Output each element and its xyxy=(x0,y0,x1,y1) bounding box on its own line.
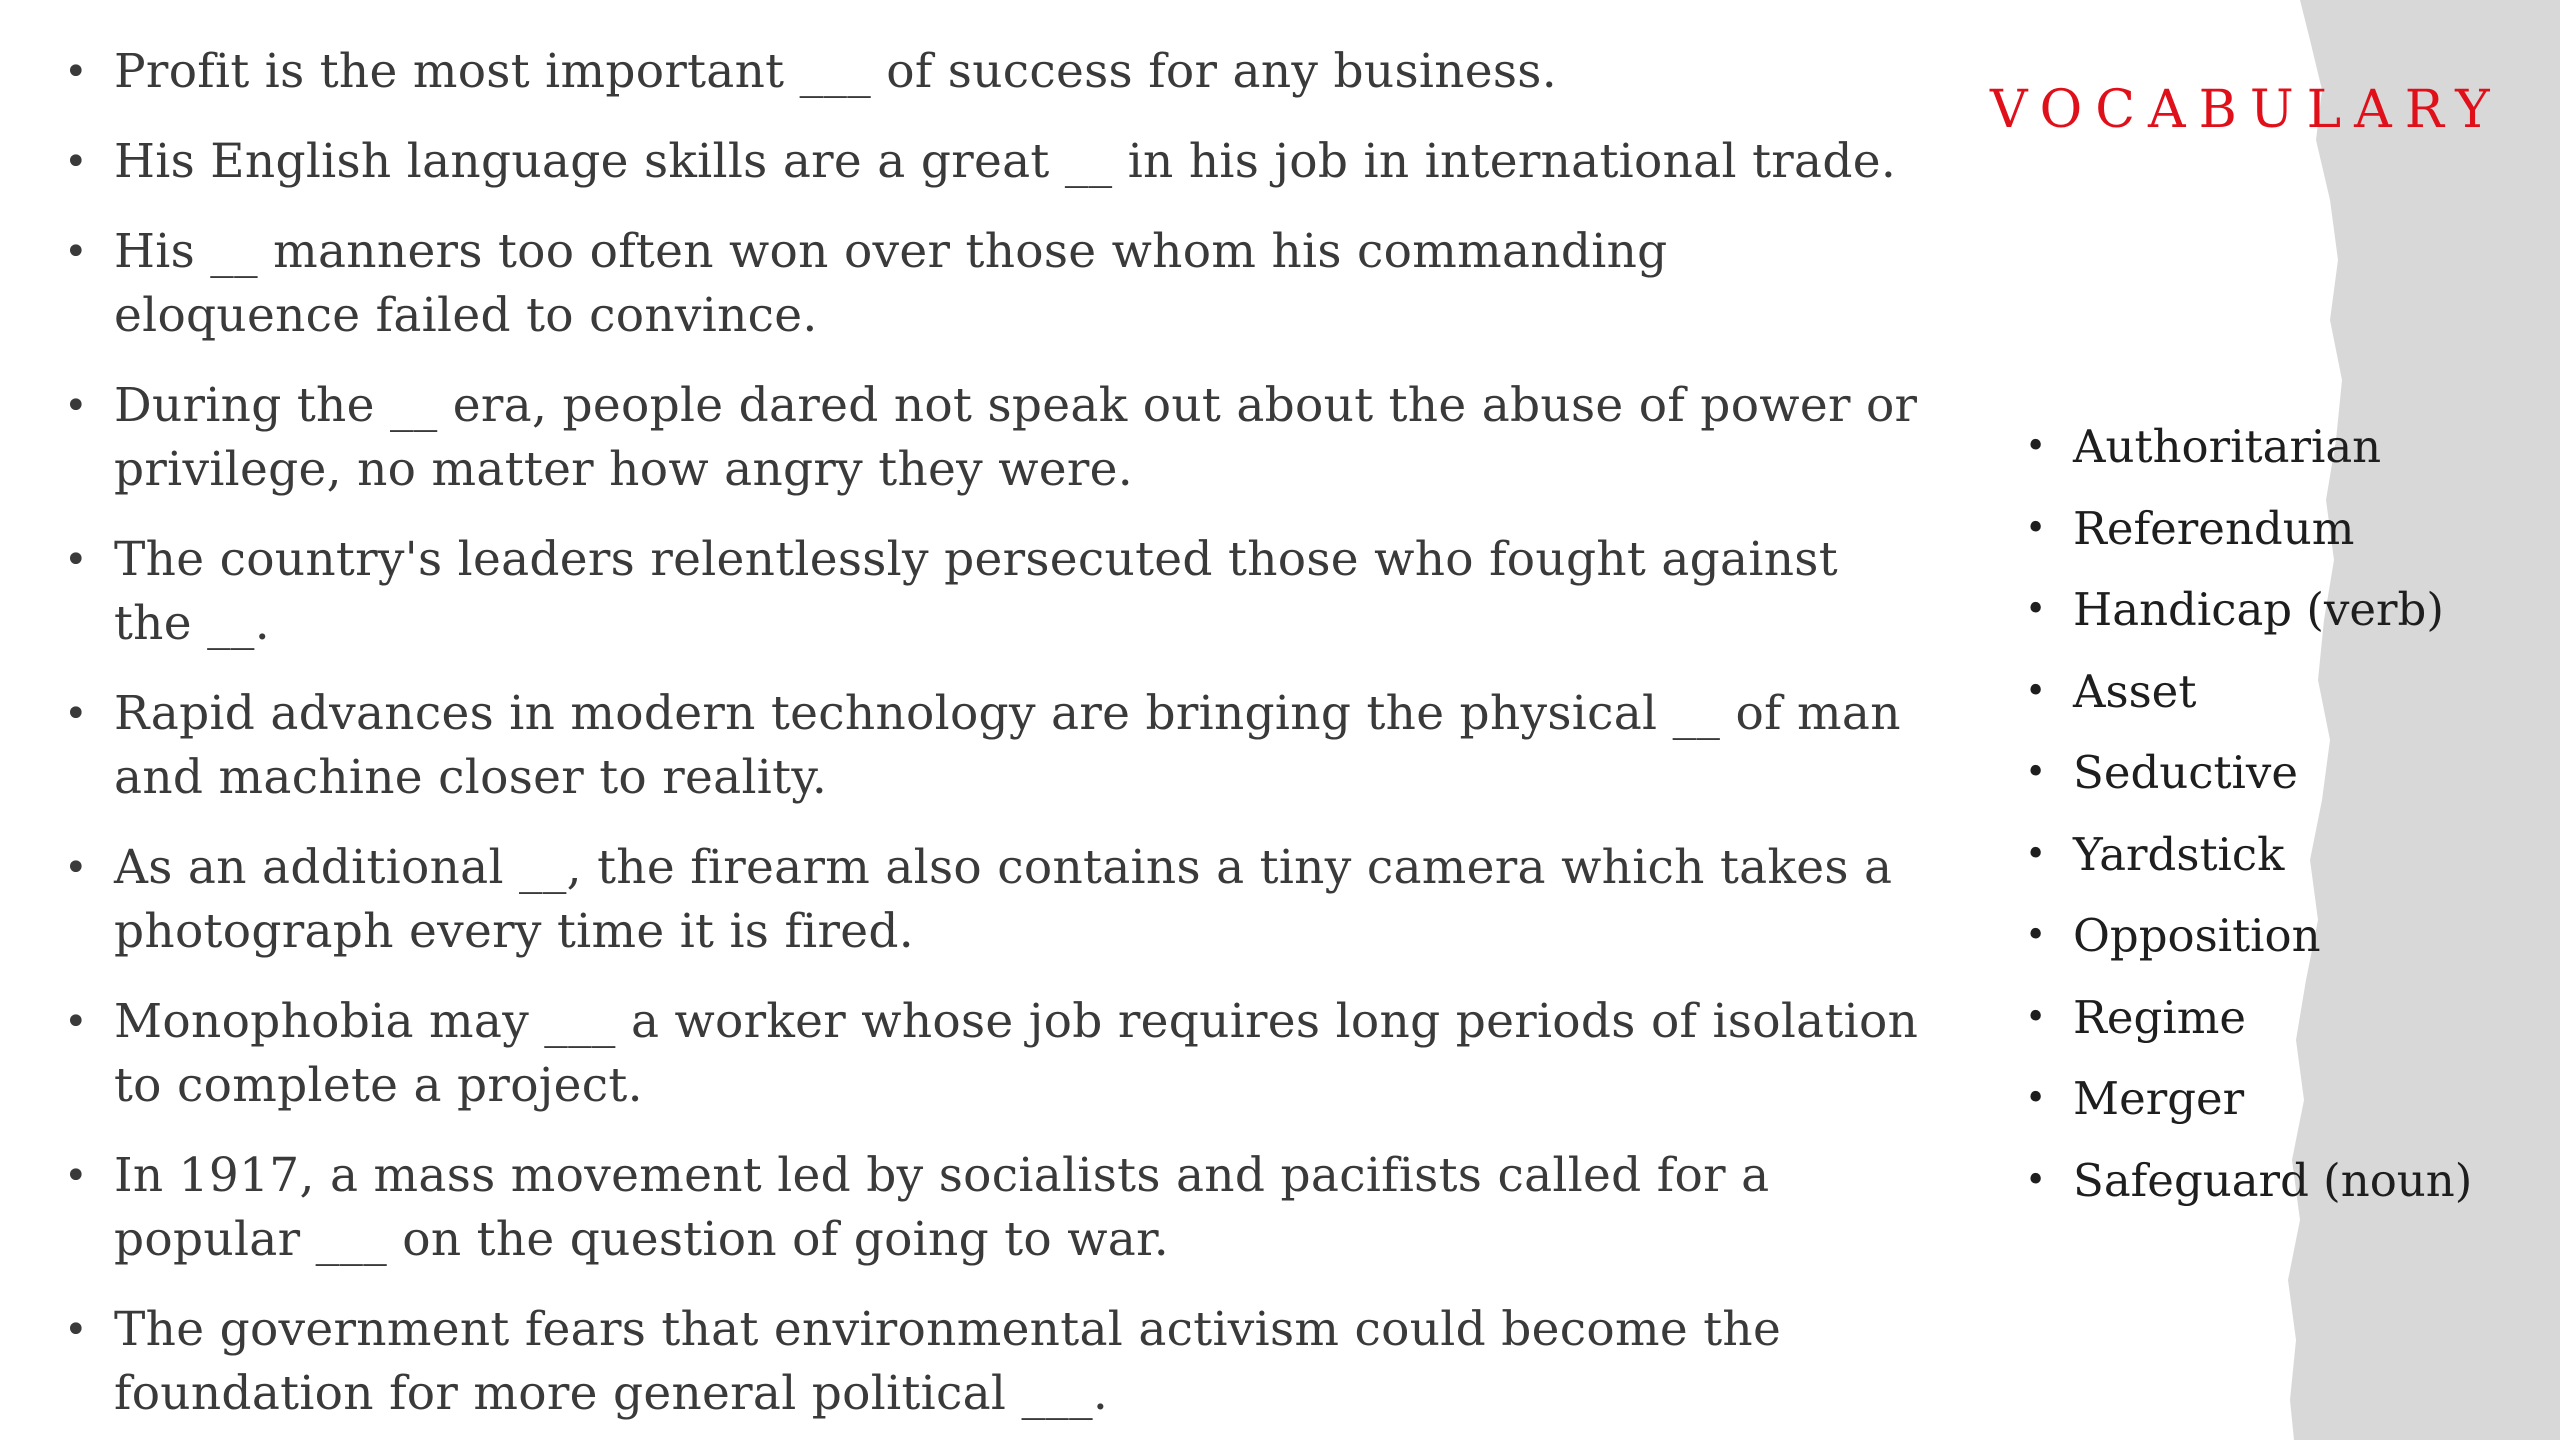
sentence-text: The country's leaders relentlessly persecuted those who fought against the __. xyxy=(114,532,1838,651)
bullet-marker: • xyxy=(64,229,88,275)
sentence-item xyxy=(58,220,1928,348)
vocabulary-word: Seductive xyxy=(2073,746,2298,799)
sentence-text: His __ manners too often won over those whom his commanding eloquence failed to convince. xyxy=(114,224,1668,343)
vocabulary-list xyxy=(2015,418,2472,1233)
vocabulary-item xyxy=(2015,826,2472,884)
sentence-item xyxy=(58,528,1928,656)
vocabulary-item xyxy=(2015,744,2472,802)
sentence-text: In 1917, a mass movement led by socialists and pacifists called for a popular ___ on the question of going to war. xyxy=(114,1148,1770,1267)
vocabulary-word: Authoritarian xyxy=(2073,420,2382,473)
sentence-list xyxy=(58,40,1928,1440)
bullet-marker: • xyxy=(2025,1078,2047,1119)
sentence-item xyxy=(58,40,1928,104)
bullet-marker: • xyxy=(64,845,88,891)
bullet-marker: • xyxy=(64,1153,88,1199)
sentence-item xyxy=(58,682,1928,810)
vocabulary-word: Handicap (verb) xyxy=(2073,583,2444,636)
sentence-item xyxy=(58,1144,1928,1272)
vocabulary-word: Safeguard (noun) xyxy=(2073,1153,2473,1207)
vocabulary-item xyxy=(2015,418,2472,476)
bullet-marker: • xyxy=(64,691,88,737)
bullet-marker: • xyxy=(64,999,88,1045)
bullet-marker: • xyxy=(2025,833,2047,875)
sentence-text: The government fears that environmental activism could become the foundation for more general political ___. xyxy=(114,1302,1782,1421)
bullet-marker: • xyxy=(2025,670,2047,712)
vocabulary-item xyxy=(2015,989,2472,1047)
vocabulary-word: Opposition xyxy=(2073,909,2321,962)
bullet-marker: • xyxy=(64,537,88,583)
vocabulary-item xyxy=(2015,907,2472,965)
sentence-text: During the __ era, people dared not speak out about the abuse of power or privilege, no matter how angry they were. xyxy=(114,378,1918,497)
vocabulary-word: Regime xyxy=(2073,990,2247,1044)
vocabulary-item xyxy=(2015,1070,2472,1128)
bullet-marker: • xyxy=(64,383,88,429)
sentence-item xyxy=(58,130,1928,194)
bullet-marker: • xyxy=(2025,752,2047,793)
vocabulary-word: Yardstick xyxy=(2073,827,2285,881)
sentence-item xyxy=(58,374,1928,502)
sentence-text: Profit is the most important ___ of success for any business. xyxy=(114,44,1557,99)
vocabulary-word: Merger xyxy=(2073,1072,2245,1125)
bullet-marker: • xyxy=(2025,915,2047,956)
bullet-marker: • xyxy=(2025,1159,2047,1201)
vocabulary-item xyxy=(2015,1152,2472,1210)
bullet-marker: • xyxy=(2025,589,2047,630)
sentence-text: As an additional __, the firearm also contains a tiny camera which takes a photograph every time it is fired. xyxy=(114,840,1893,959)
bullet-marker: • xyxy=(64,1307,88,1353)
bullet-marker: • xyxy=(64,139,88,185)
sentence-text: Rapid advances in modern technology are bringing the physical __ of man and machine closer to reality. xyxy=(114,686,1901,805)
bullet-marker: • xyxy=(2025,996,2047,1038)
vocabulary-title: VOCABULARY xyxy=(1990,80,2503,140)
bullet-marker: • xyxy=(2025,426,2047,467)
bullet-marker: • xyxy=(64,49,88,95)
vocabulary-item xyxy=(2015,500,2472,558)
sentence-text: Monophobia may ___ a worker whose job requires long periods of isolation to complete a project. xyxy=(114,994,1919,1113)
bullet-marker: • xyxy=(2025,507,2047,549)
vocabulary-word: Asset xyxy=(2073,664,2197,718)
vocabulary-item xyxy=(2015,663,2472,721)
sentence-item xyxy=(58,1298,1928,1426)
vocabulary-word: Referendum xyxy=(2073,501,2355,555)
sentence-text: His English language skills are a great __ in his job in international trade. xyxy=(114,134,1897,189)
sentence-item xyxy=(58,990,1928,1118)
sentence-item xyxy=(58,836,1928,964)
vocabulary-item xyxy=(2015,581,2472,639)
